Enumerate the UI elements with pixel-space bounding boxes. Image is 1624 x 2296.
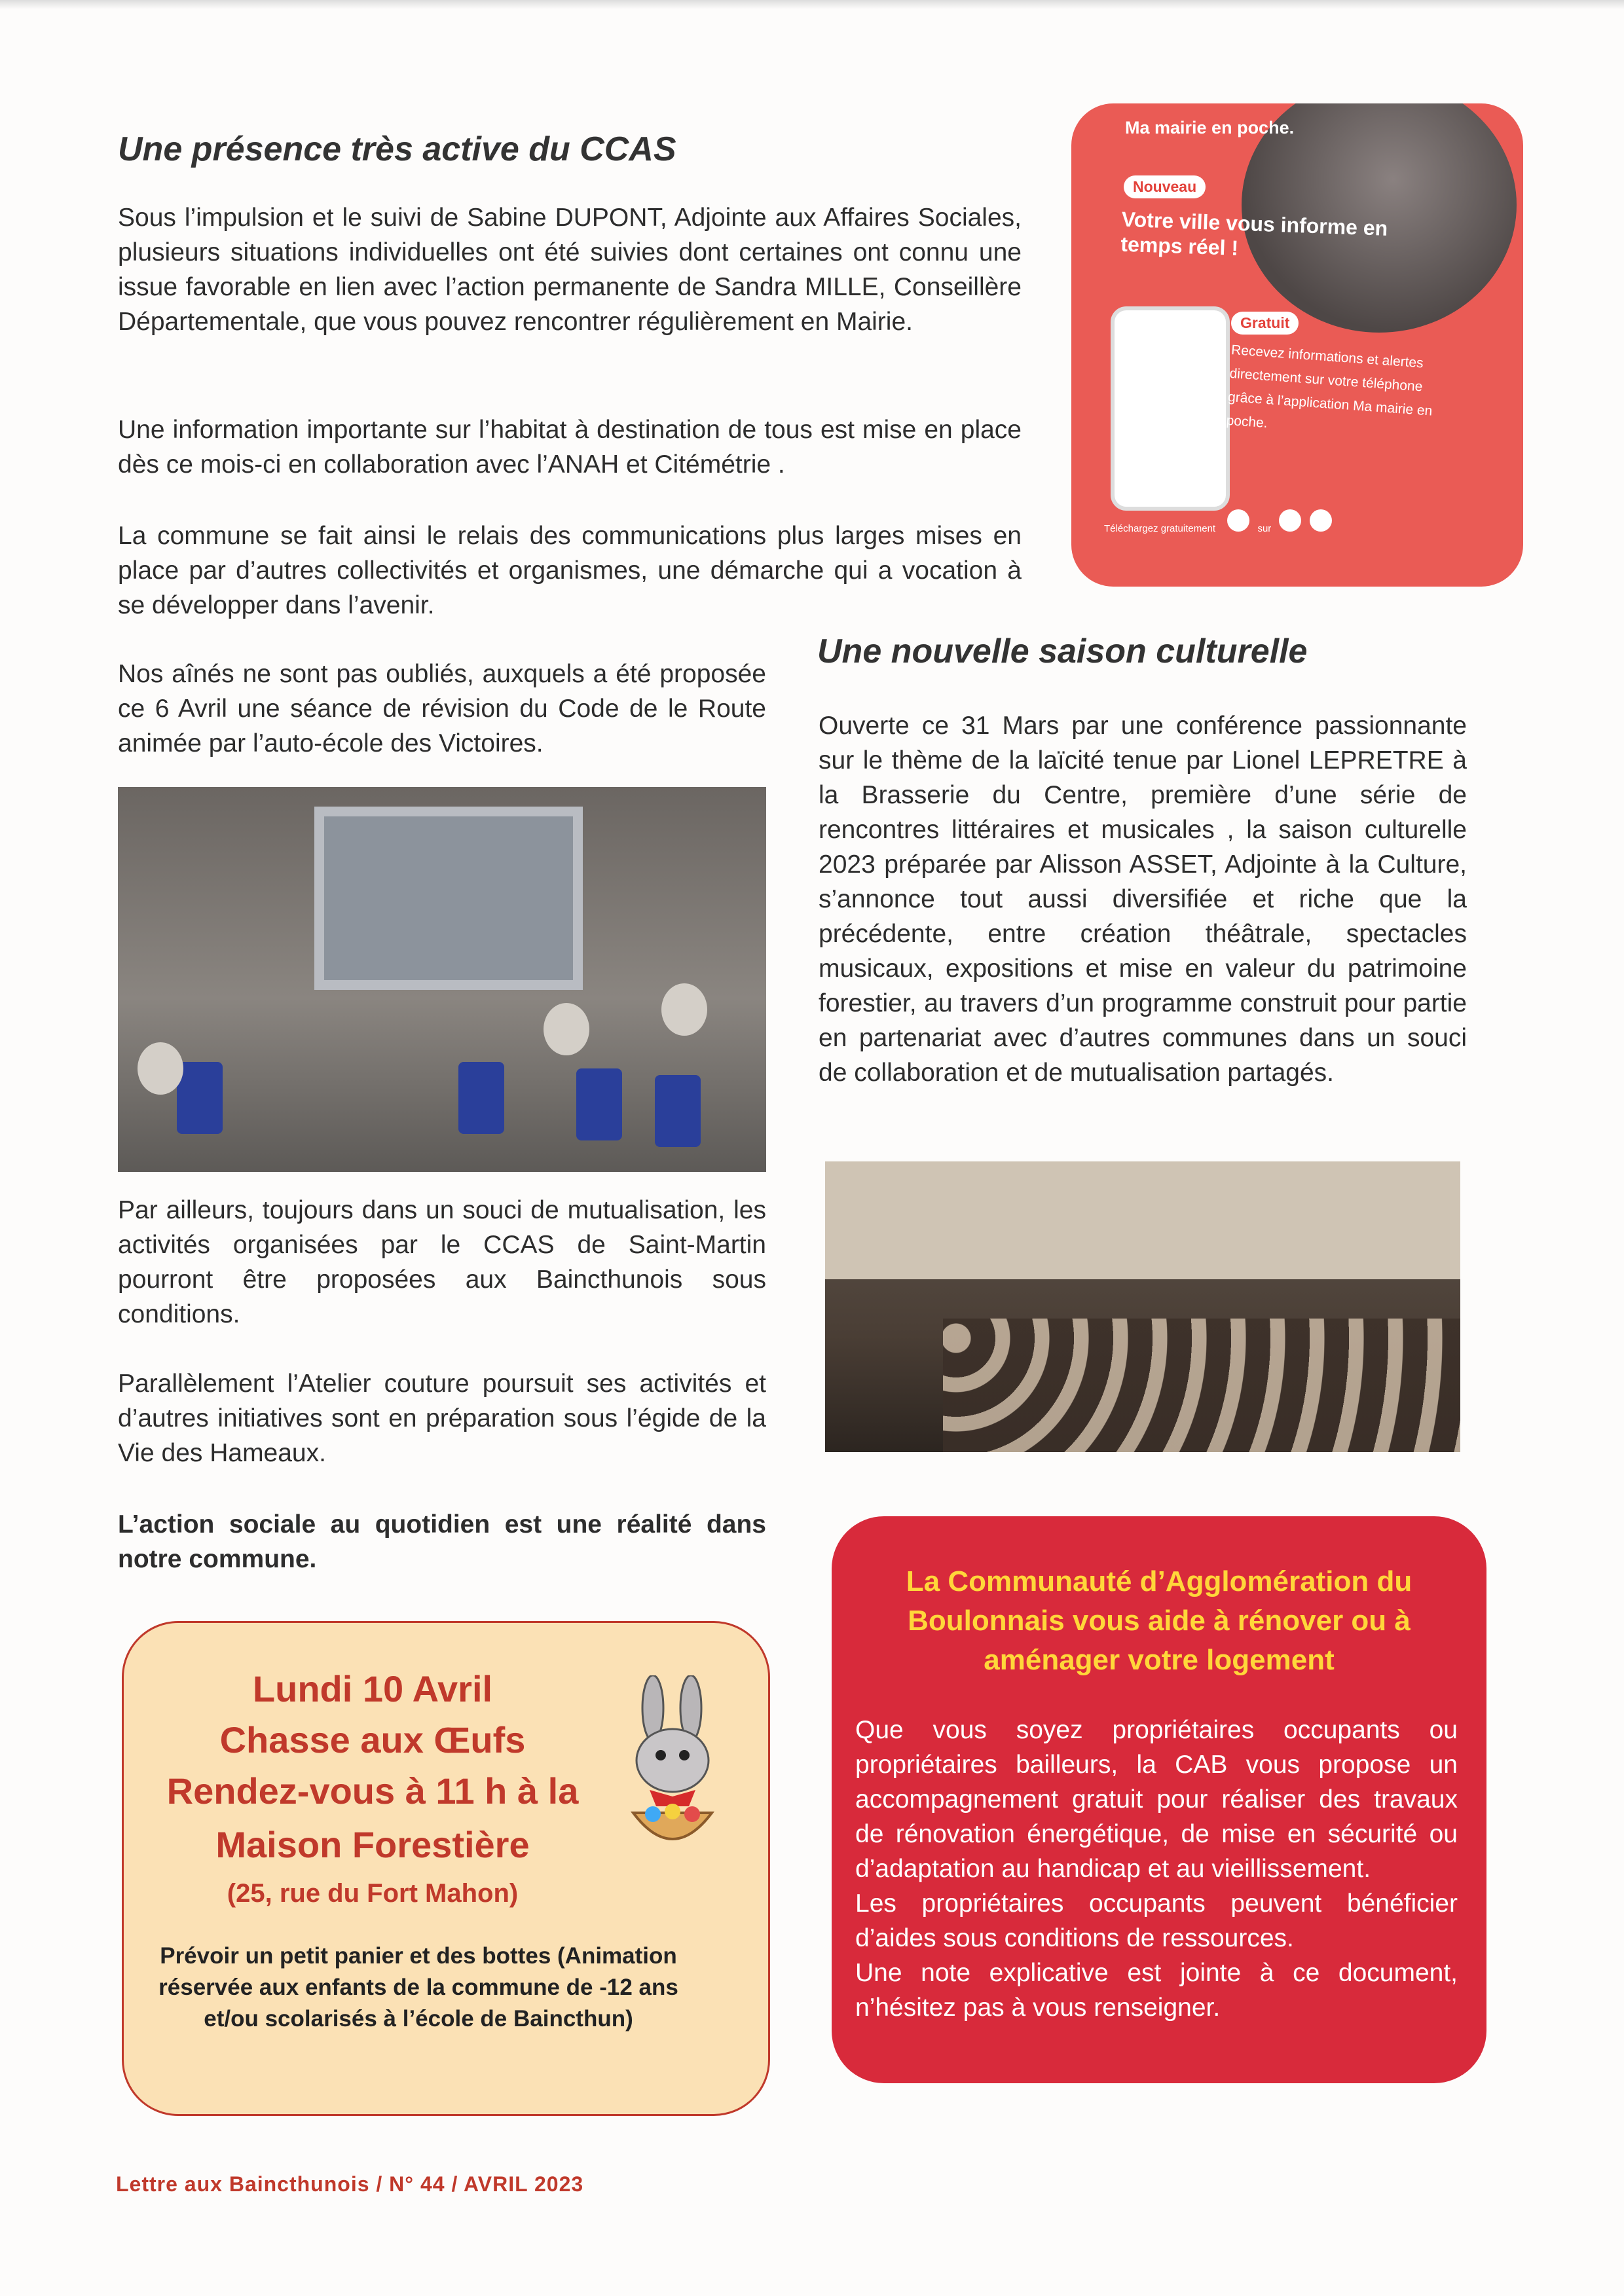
- ad-headline: Votre ville vous informe en temps réel !: [1120, 207, 1388, 260]
- cab-title: La Communauté d’Agglomération du Boulonnais vous aide à rénover ou à aménager votre logement: [906, 1565, 1412, 1676]
- ccas-paragraph-5: Par ailleurs, toujours dans un souci de mutualisation, les activités organisées par le CCAS de Saint-Martin pourront être proposées aux Baincthunois sous conditions.: [118, 1196, 766, 1328]
- easter-address: (25, rue du Fort Mahon): [227, 1879, 519, 1908]
- easter-date: Lundi 10 Avril: [252, 1668, 493, 1709]
- bunny-with-basket-icon: [607, 1675, 738, 1872]
- scan-edge: [0, 0, 1624, 9]
- easter-place: Maison Forestière: [215, 1824, 530, 1865]
- app-logo-icon: [1227, 509, 1249, 532]
- ccas-paragraph-4: Nos aînés ne sont pas oubliés, auxquels a été proposée ce 6 Avril une séance de révision du Code de le Route animée par l’auto-école des Victoires.: [118, 660, 766, 757]
- ccas-paragraph-6: Parallèlement l’Atelier couture poursuit ses activités et d’autres initiatives sont en préparation sous l’égide de la Vie des Hameaux.: [118, 1370, 766, 1467]
- ad-download: [1104, 509, 1337, 534]
- phone-icon: [1111, 306, 1230, 511]
- easter-event: Chasse aux Œufs: [219, 1719, 526, 1760]
- footer-issue: / N° 44 /: [376, 2172, 458, 2196]
- ad-brand: Ma mairie en poche.: [1125, 118, 1295, 137]
- ccas-conclusion: L’action sociale au quotidien est une réalité dans notre commune.: [118, 1510, 766, 1573]
- cab-renovation-box: [832, 1516, 1486, 2083]
- culture-title: Une nouvelle saison culturelle: [817, 632, 1308, 670]
- ad-download-label: Téléchargez gratuitement: [1104, 523, 1216, 534]
- ccas-paragraph-1: Sous l’impulsion et le suivi de Sabine DUPONT, Adjointe aux Affaires Sociales, plusieurs situations individuelles ont été suivies dont certaines ont connu une issue favorable en lien avec l’action permanente de Sandra MILLE, Conseillère Départementale, que vous pouvez rencontrer régulièrement en Mairie.: [118, 204, 1022, 336]
- cab-text: [855, 1713, 1458, 2025]
- cab-paragraph-2: Les propriétaires occupants peuvent bénéficier d’aides sous conditions de ressources.: [855, 1889, 1458, 1952]
- easter-note: Prévoir un petit panier et des bottes (Animation réservée aux enfants de la commune de -12 ans et/ou scolarisés à l’école de Baincthun): [158, 1943, 678, 2032]
- cab-paragraph-3: Une note explicative est jointe à ce document, n’hésitez pas à vous renseigner.: [855, 1959, 1458, 2022]
- ad-text: Recevez informations et alertes directement sur votre téléphone grâce à l’application Ma mairie en poche.: [1225, 342, 1433, 431]
- ccas-paragraph-2: Une information importante sur l’habitat à destination de tous est mise en place dès ce mois-ci en collaboration avec l’ANAH et Citémétrie .: [118, 416, 1022, 479]
- photo-conference-brasserie: [825, 1161, 1460, 1452]
- free-badge: Gratuit: [1231, 312, 1299, 335]
- new-badge: Nouveau: [1124, 175, 1206, 198]
- ma-mairie-en-poche-ad: [1071, 103, 1523, 587]
- culture-paragraph: Ouverte ce 31 Mars par une conférence passionnante sur le thème de la laïcité tenue par Lionel LEPRETRE à la Brasserie du Centre, première d’une série de rencontres littéraires et musicales , la saison culturelle 2023 préparée par Alisson ASSET, Adjointe à la Culture, s’annonce tout aussi diversifiée et riche que la précédente, entre création théâtrale, spectacles musicaux, expositions et mise en valeur du patrimoine forestier, au travers d’un programme construit pour partie en partenariat avec d’autres communes dans un souci de collaboration et de mutualisation partagés.: [819, 712, 1467, 1087]
- photo-code-de-la-route-session: [118, 787, 766, 1172]
- footer-publication: Lettre aux Baincthunois: [116, 2172, 370, 2196]
- store-icons: [1227, 523, 1337, 534]
- easter-egg-hunt-box: [122, 1621, 770, 2116]
- ccas-paragraph-3: La commune se fait ainsi le relais des communications plus larges mises en place par d’autres collectivités et organismes, une démarche qui a vocation à se développer dans l’avenir.: [118, 522, 1022, 619]
- easter-time: Rendez-vous à 11 h à la: [166, 1770, 579, 1812]
- app-store-icon: [1279, 509, 1301, 532]
- cab-paragraph-1: Que vous soyez propriétaires occupants ou propriétaires bailleurs, la CAB vous propose un accompagnement gratuit pour réaliser des travaux de rénovation énergétique, de mise en sécurité ou d’adaptation au handicap et au vieillissement.: [855, 1716, 1458, 1883]
- footer: [116, 2172, 583, 2196]
- play-store-icon: [1310, 509, 1332, 532]
- footer-date: AVRIL 2023: [464, 2172, 584, 2196]
- ad-sur-label: sur: [1257, 523, 1272, 534]
- ccas-title: Une présence très active du CCAS: [118, 130, 676, 168]
